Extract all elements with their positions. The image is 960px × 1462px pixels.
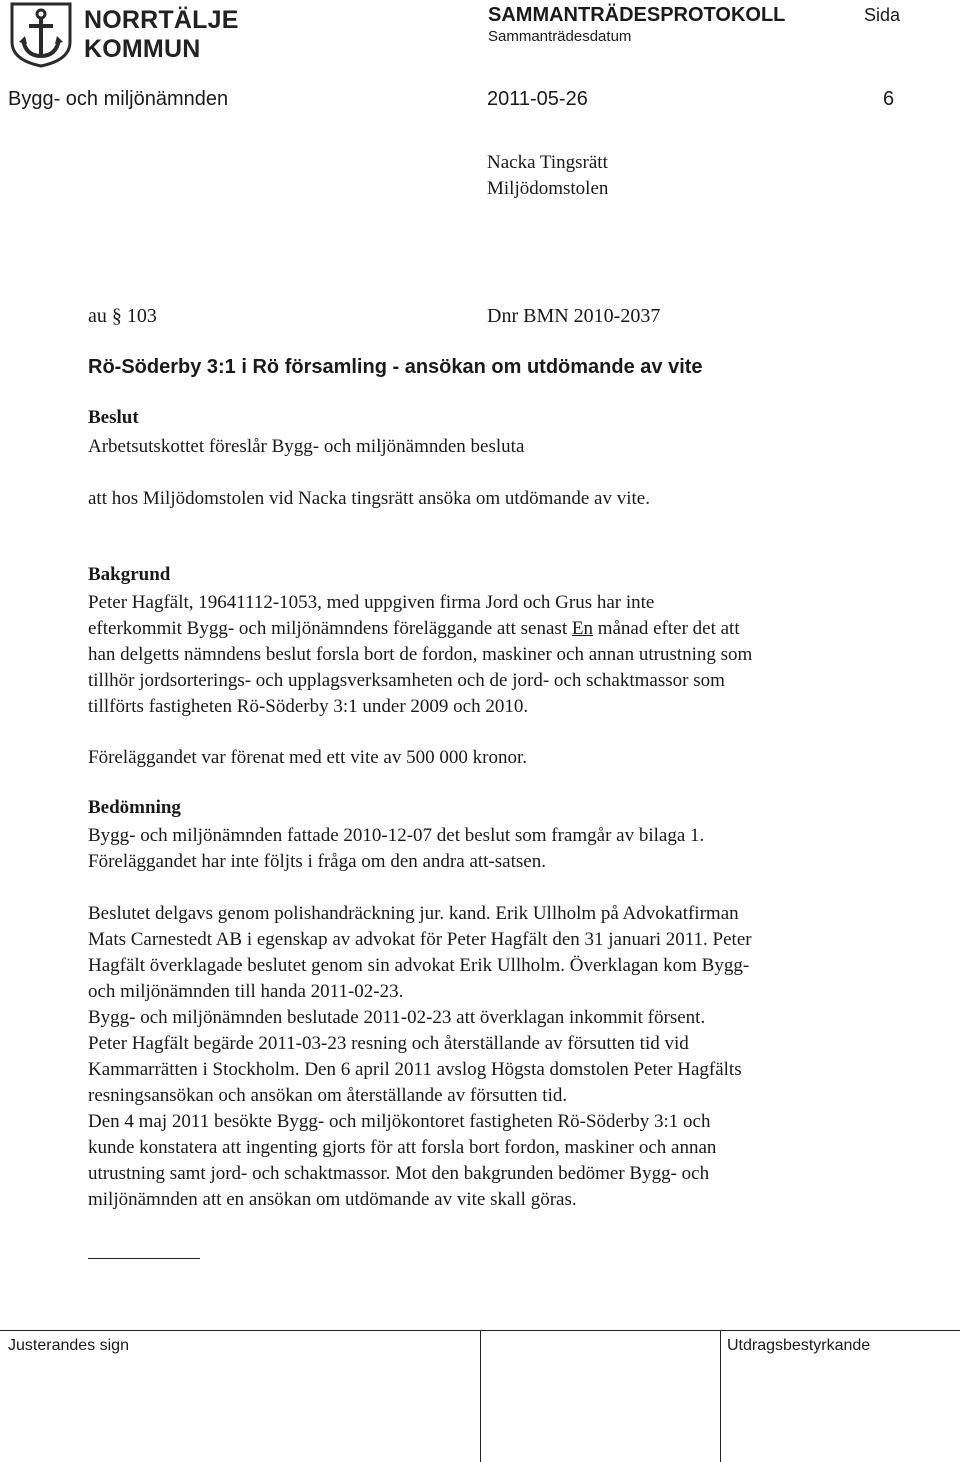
assessment-text-a bbox=[88, 823, 888, 875]
footer-divider bbox=[720, 1330, 721, 1462]
meeting-date: 2011-05-26 bbox=[487, 88, 588, 110]
penalty-line: Föreläggandet var förenat med ett vite av 500 000 kronor. bbox=[88, 747, 527, 768]
page-label: Sida bbox=[864, 5, 901, 25]
assessment-line: Föreläggandet har inte följts i fråga om den andra att-satsen. bbox=[88, 851, 546, 872]
assessment-line: Den 4 maj 2011 besökte Bygg- och miljökontoret fastigheten Rö-Söderby 3:1 och bbox=[88, 1111, 711, 1132]
background-line: tillhör jordsorterings- och upplagsverksamheten och de jord- och schaktmassor som bbox=[88, 670, 725, 691]
assessment-line: resningsansökan och ansökan om återställande av försutten tid. bbox=[88, 1085, 568, 1106]
penalty-text bbox=[88, 745, 888, 771]
assessment-heading: Bedömning bbox=[88, 797, 181, 818]
background-text bbox=[88, 590, 888, 720]
signature-line bbox=[88, 1258, 200, 1259]
background-heading: Bakgrund bbox=[88, 564, 171, 585]
assessment-line: Hagfält överklagade beslutet genom sin advokat Erik Ullholm. Överklagan kom Bygg- bbox=[88, 955, 750, 976]
decision-heading: Beslut bbox=[88, 407, 139, 428]
assessment-line: Kammarrätten i Stockholm. Den 6 april 2011 avslog Högsta domstolen Peter Hagfälts bbox=[88, 1059, 742, 1080]
decision-text bbox=[88, 434, 888, 460]
assessment-line: och miljönämnden till handa 2011-02-23. bbox=[88, 981, 404, 1002]
decision-line: att hos Miljödomstolen vid Nacka tingsrätt ansöka om utdömande av vite. bbox=[88, 488, 650, 509]
committee-name: Bygg- och miljönämnden bbox=[8, 88, 229, 110]
footer-divider bbox=[480, 1330, 481, 1462]
dnr-number: Dnr BMN 2010-2037 bbox=[487, 305, 661, 327]
distribution-line: Miljödomstolen bbox=[487, 178, 609, 199]
assessment-line: kunde konstatera att ingenting gjorts för att forsla bort fordon, maskiner och annan bbox=[88, 1137, 717, 1158]
background-line-part: månad efter det att bbox=[592, 618, 740, 639]
background-line: Peter Hagfält, 19641112-1053, med uppgiven firma Jord och Grus har inte bbox=[88, 592, 655, 613]
underlined-word: En bbox=[571, 618, 593, 639]
assessment-line: Bygg- och miljönämnden beslutade 2011-02-23 att överklagan inkommit försent. bbox=[88, 1007, 706, 1028]
page-number: 6 bbox=[883, 88, 895, 110]
distribution-list bbox=[487, 150, 608, 202]
case-number: au § 103 bbox=[88, 305, 157, 327]
justerandes-sign-label: Justerandes sign bbox=[8, 1337, 129, 1354]
municipality-logo-icon bbox=[10, 2, 72, 68]
assessment-line: Beslutet delgavs genom polishandräckning jur. kand. Erik Ullholm på Advokatfirman bbox=[88, 903, 739, 924]
distribution-line: Nacka Tingsrätt bbox=[487, 152, 608, 173]
background-line bbox=[88, 616, 888, 642]
assessment-line: Bygg- och miljönämnden fattade 2010-12-07 det beslut som framgår av bilaga 1. bbox=[88, 825, 705, 846]
decision-line: Arbetsutskottet föreslår Bygg- och miljönämnden besluta bbox=[88, 436, 525, 457]
case-title: Rö-Söderby 3:1 i Rö församling - ansökan om utdömande av vite bbox=[88, 356, 703, 378]
assessment-line: Mats Carnestedt AB i egenskap av advokat för Peter Hagfält den 31 januari 2011. Peter bbox=[88, 929, 752, 950]
utdragsbestyrkande-label: Utdragsbestyrkande bbox=[727, 1337, 871, 1354]
protocol-title: SAMMANTRÄDESPROTOKOLL bbox=[488, 4, 786, 26]
assessment-line: miljönämnden att en ansökan om utdömande av vite skall göras. bbox=[88, 1189, 577, 1210]
assessment-text-b bbox=[88, 901, 888, 1213]
background-line-part: efterkommit Bygg- och miljönämndens föreläggande att senast bbox=[88, 618, 572, 639]
meeting-date-label: Sammanträdesdatum bbox=[488, 28, 632, 45]
assessment-line: Peter Hagfält begärde 2011-03-23 resning och återställande av försutten tid vid bbox=[88, 1033, 689, 1054]
background-line: tillförts fastigheten Rö-Söderby 3:1 under 2009 och 2010. bbox=[88, 696, 529, 717]
background-line: han delgetts nämndens beslut forsla bort de fordon, maskiner och annan utrustning som bbox=[88, 644, 753, 665]
municipality-name bbox=[84, 6, 239, 64]
decision-text-att bbox=[88, 486, 888, 512]
org-name-line2: KOMMUN bbox=[84, 35, 201, 63]
org-name-line1: NORRTÄLJE bbox=[84, 6, 239, 34]
assessment-line: utrustning samt jord- och schaktmassor. Mot den bakgrunden bedömer Bygg- och bbox=[88, 1163, 710, 1184]
